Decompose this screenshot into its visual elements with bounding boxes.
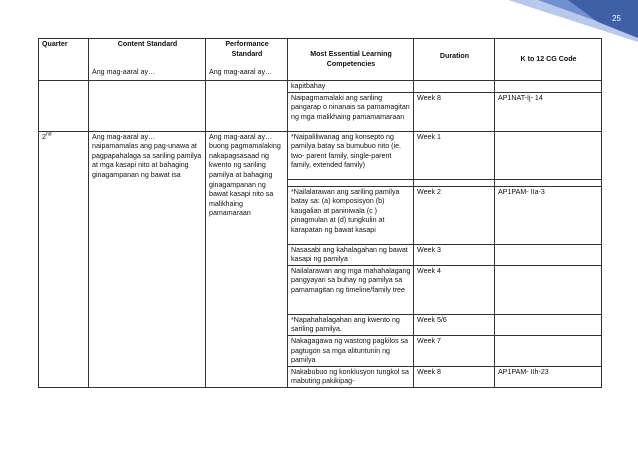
duration-cell: Week 1 [414,131,495,179]
header-performance-standard [206,39,288,81]
code-cell [495,131,602,179]
melc-cell [288,179,414,186]
performance-standard-cell: Ang mag-aaral ay… buong pagmamalaking nakapagsasaad ng kwento ng sariling pamilya at bahaging ginagampanan ng bawat kasapi nito sa malikhaing pamamaraan [206,131,288,387]
code-cell [495,179,602,186]
code-cell: AP1PAM- IIh-23 [495,366,602,387]
melc-cell: Nakagagawa ng wastong pagkilos sa pagtugon sa mga alituntunin ng pamilya [288,335,414,366]
header-content-sub: Ang mag-aaral ay… [92,68,156,77]
code-cell: AP1PAM- IIa-3 [495,186,602,244]
melc-cell: *Nailalarawan ang sariling pamilya batay sa: (a) komposisyon (b) kaugalian at paniniwala (c ) pinagmulan at (d) tungkulin at karapatan ng bawat kasapi [288,186,414,244]
table-row-continued [39,81,602,93]
quarter-cell: 2nd [39,131,89,387]
code-cell [495,335,602,366]
header-duration: Duration [414,39,495,81]
melc-cell: Nailalarawan ang mga mahahalagang pangyayari sa buhay ng pamilya sa pamamagitan ng timeline/family tree [288,265,414,314]
table-row [39,92,602,131]
header-content-label: Content Standard [117,40,178,48]
duration-cell: Week 5/6 [414,314,495,335]
melc-cell: *Naipaliliwanag ang konsepto ng pamilya batay sa bumubuo nito (ie. two- parent family, single-parent family, extended family) [288,131,414,179]
melc-cell: *Napahahalagahan ang kwento ng sariling pamilya. [288,314,414,335]
page-number: 25 [612,14,621,23]
header-melc: Most Essential Learning Competencies [288,39,414,81]
melc-cell: Nakabubuo ng konklusyon tungkol sa mabuting pakikipag- [288,366,414,387]
duration-cell: Week 2 [414,186,495,244]
curriculum-table [38,38,602,388]
header-code: K to 12 CG Code [495,39,602,81]
duration-cell: Week 8 [414,366,495,387]
duration-cell: Week 3 [414,244,495,265]
header-performance-label: Performance Standard [225,40,269,58]
melc-cell: kapitbahay [288,81,414,93]
code-cell [495,265,602,314]
header-content-standard [89,39,206,81]
duration-cell: Week 8 [414,92,495,131]
table-row [39,131,602,179]
code-cell [495,244,602,265]
header-quarter: Quarter [39,39,89,81]
duration-cell: Week 7 [414,335,495,366]
header-row [39,39,602,81]
duration-cell [414,179,495,186]
melc-cell: Naipagmamalaki ang sariling pangarap o ninanais sa pamamagitan ng mga malikhaing pamamamaraan [288,92,414,131]
code-cell [495,314,602,335]
melc-cell: Nasasabi ang kahalagahan ng bawat kasapi ng pamilya [288,244,414,265]
code-cell: AP1NAT-Ij- 14 [495,92,602,131]
duration-cell: Week 4 [414,265,495,314]
content-standard-cell: Ang mag-aaral ay… naipamamalas ang pag-unawa at pagpapahalaga sa sariling pamilya at mga kasapi nito at bahaging ginagampanan ng bawat isa [89,131,206,387]
header-performance-sub: Ang mag-aaral ay… [209,68,273,77]
